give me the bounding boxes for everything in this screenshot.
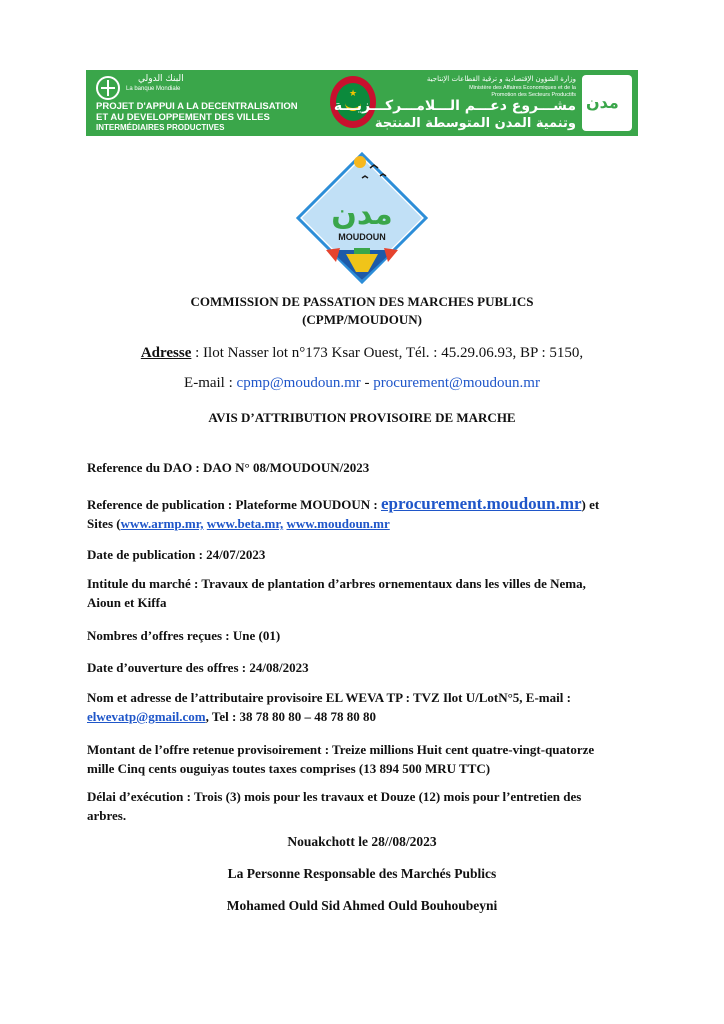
contract-title-line-2: Aioun et Kiffa [87,595,167,610]
commission-subtitle: (CPMP/MOUDOUN) [302,312,422,327]
publication-suffix: ) et [581,497,600,512]
ministry-arabic: وزارة الشؤون الإقتصادية و ترقية القطاعات الإنتاجية [426,75,576,83]
eprocurement-link[interactable]: eprocurement.moudoun.mr [381,494,582,513]
address-label: Adresse [140,345,192,361]
world-bank-globe-icon [96,76,120,100]
address-value: : Ilot Nasser lot n°173 Ksar Ouest, Tél. : 45.29.06.93, BP : 5150, [191,345,584,361]
project-arabic-line-1: مشـــروع دعـــم الـــلامـــركـــزيـــة [333,98,576,114]
world-bank-arabic: البنك الدولي [138,74,184,84]
notice-title: AVIS D’ATTRIBUTION PROVISOIRE DE MARCHE [208,410,516,425]
offer-amount-line-1: Montant de l’offre retenue provisoirement : Treize millions Huit cent quatre-vingt-quatorze [87,742,595,757]
offers-opening-date: Date d’ouverture des offres : 24/08/2023 [87,660,309,675]
dao-reference: Reference du DAO : DAO N° 08/MOUDOUN/2023 [87,460,370,475]
signature-place-date: Nouakchott le 28//08/2023 [287,834,437,849]
execution-delay [87,787,647,825]
publication-prefix: Reference de publication : Plateforme MOUDOUN : [87,497,381,512]
email-line [0,375,724,392]
offers-received: Nombres d’offres reçues : Une (01) [87,628,281,643]
site-link-moudoun[interactable]: www.moudoun.mr [286,516,390,531]
signature-role: La Personne Responsable des Marchés Publics [227,866,497,881]
execution-delay-line-2: arbres. [87,808,127,823]
ministry-french: Ministère des Affaires Economiques et de la Promotion des Secteurs Productifs [469,85,576,98]
header-banner [86,70,638,136]
execution-delay-line-1: Délai d’exécution : Trois (3) mois pour les travaux et Douze (12) mois pour l’entretien des [87,789,582,804]
publication-reference [87,494,647,533]
national-emblem-icon: ★ [330,76,376,128]
email-link-cpmp[interactable]: cpmp@moudoun.mr [236,375,361,391]
site-link-beta[interactable]: www.beta.mr, [206,516,284,531]
svg-text:مدن: مدن [331,197,393,232]
signature-name: Mohamed Ould Sid Ahmed Ould Bouhoubeyni [226,898,498,913]
awardee-line-1: Nom et adresse de l’attributaire provisoire EL WEVA TP : TVZ Ilot U/LotN°5, E-mail : [87,690,571,705]
publication-date: Date de publication : 24/07/2023 [87,547,266,562]
project-name-line-1: PROJET D'APPUI A LA DECENTRALISATION [96,101,298,112]
offer-amount-line-2: mille Cinq cents ouguiyas toutes taxes comprises (13 894 500 MRU TTC) [87,761,491,776]
awardee-details [87,688,647,726]
offer-amount [87,740,647,778]
world-bank-name: La banque Mondiale [126,86,181,92]
awardee-email-link[interactable]: elwevatp@gmail.com [87,709,206,724]
email-label: E-mail : [184,375,237,391]
email-link-procurement[interactable]: procurement@moudoun.mr [373,375,540,391]
contract-title-line-1: Intitule du marché : Travaux de plantation d’arbres ornementaux dans les villes de Nema, [87,576,586,591]
project-name-line-2: ET AU DEVELOPPEMENT DES VILLES [96,112,270,123]
project-name-line-3: INTERMÉDIAIRES PRODUCTIVES [96,123,225,132]
address-line [0,345,724,362]
awardee-tel: , Tel : 38 78 80 80 – 48 78 80 80 [205,709,377,724]
moudoun-logo [296,152,428,284]
svg-text:MOUDOUN: MOUDOUN [338,232,386,242]
email-separator: - [360,375,374,391]
contract-title [87,574,647,612]
moudoun-mini-logo: مدن [582,75,632,131]
moudoun-logo-graphic [296,152,428,284]
site-link-armp[interactable]: www.armp.mr, [120,516,204,531]
sites-prefix: Sites ( [87,516,121,531]
project-arabic-line-2: وتنمية المدن المتوسطة المنتجة [374,116,576,131]
commission-title: COMMISSION DE PASSATION DES MARCHES PUBLICS [190,294,534,309]
